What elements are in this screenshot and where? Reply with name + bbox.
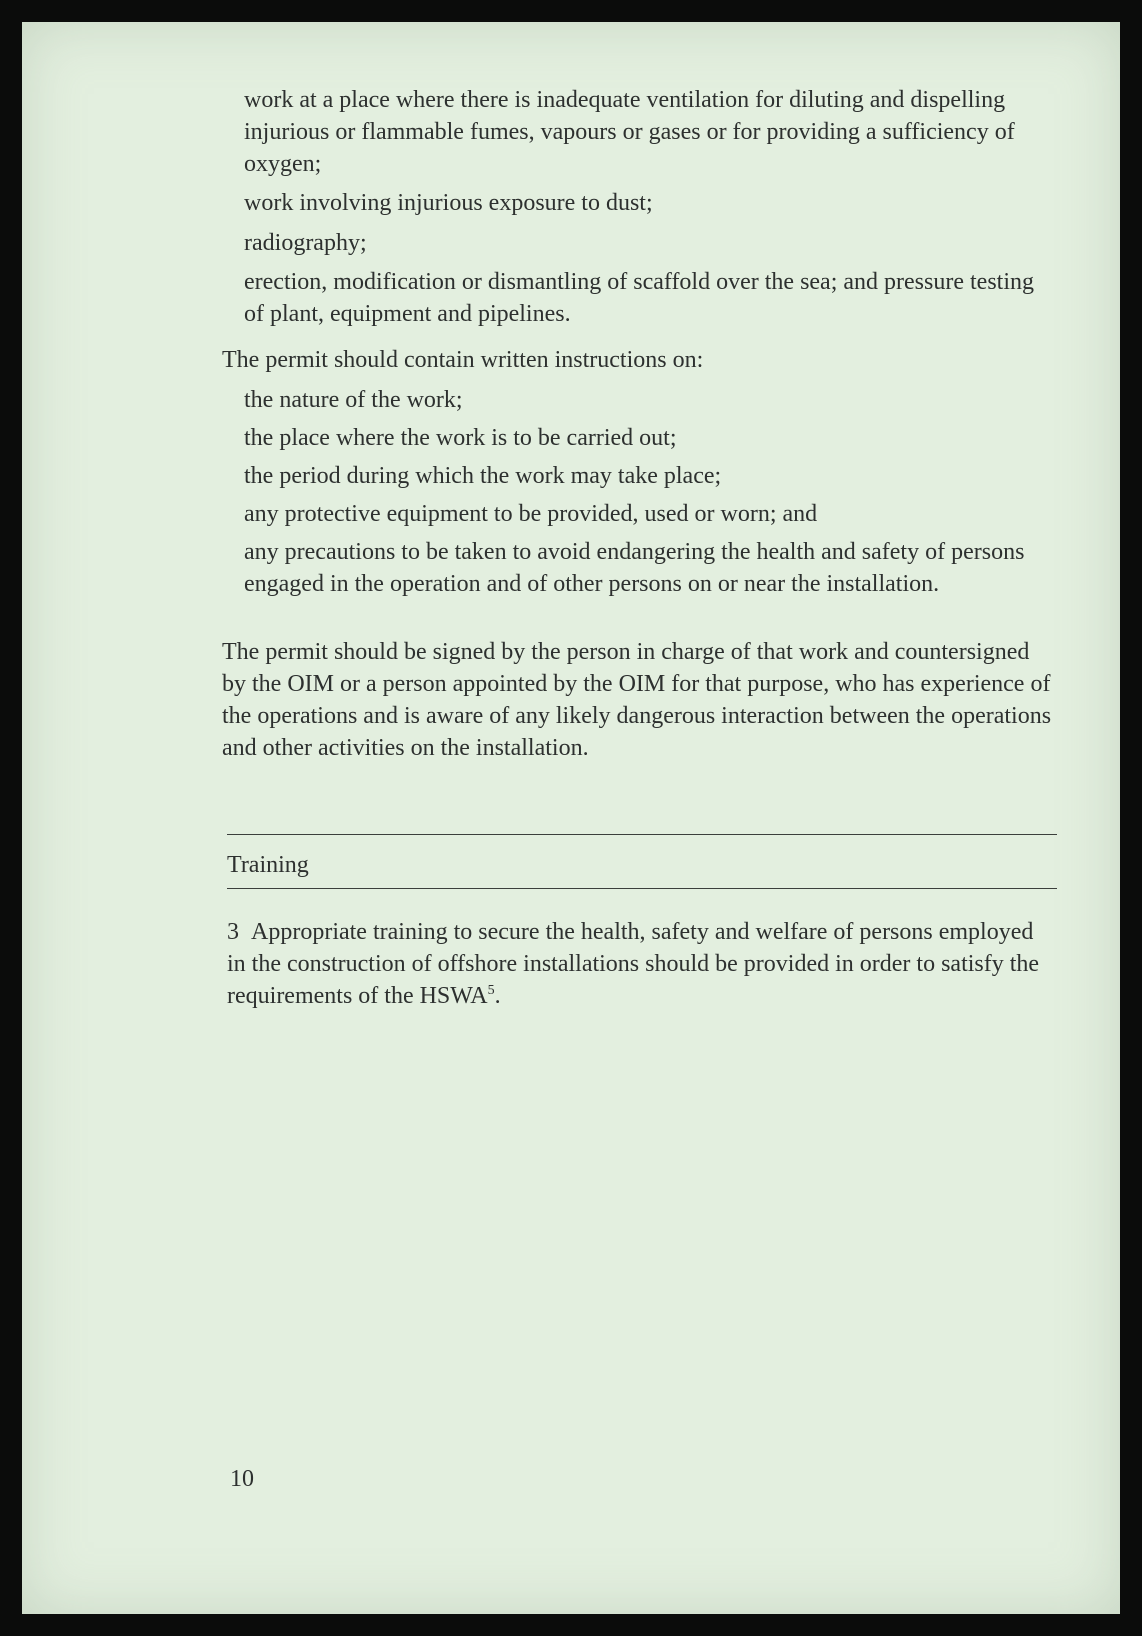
hazard-item-scaffold-pressure: erection, modification or dismantling of scaffold over the sea; and pressure testing of plant, equipment and pipelines.	[244, 269, 1034, 327]
paragraph-number: 3	[227, 919, 239, 945]
document-page	[22, 22, 1120, 1614]
hazard-item-dust: work involving injurious exposure to dust;	[244, 190, 653, 216]
hazard-item-radiography: radiography;	[244, 230, 367, 256]
section-bottom-rule	[227, 888, 1057, 889]
instruction-item-place: the place where the work is to be carried out;	[244, 425, 677, 451]
permit-intro: The permit should contain written instructions on:	[222, 347, 704, 373]
paragraph-end: .	[494, 983, 501, 1009]
hazard-item-ventilation: work at a place where there is inadequate ventilation for diluting and dispelling injurious or flammable fumes, vapours or gases or for providing a sufficiency of oxygen;	[244, 87, 1015, 177]
section-heading-training: Training	[227, 852, 309, 878]
footnote-reference: 5	[487, 983, 495, 998]
instruction-item-precautions: any precautions to be taken to avoid endangering the health and safety of persons engaged in the operation and of other persons on or near the installation.	[244, 539, 1025, 597]
permit-signing-paragraph: The permit should be signed by the person in charge of that work and countersigned by the OIM or a person appointed by the OIM for that purpose, who has experience of the operations and is aware of any likely dangerous interaction between the operations and other activities on the installation.	[222, 639, 1052, 761]
section-top-rule	[227, 834, 1057, 835]
instruction-item-nature: the nature of the work;	[244, 387, 463, 413]
training-paragraph-text: Appropriate training to secure the health, safety and welfare of persons employed in the construction of offshore installations should be provided in order to satisfy the requirements of the HSWA	[227, 919, 1040, 1009]
training-paragraph	[227, 916, 1057, 1012]
page-number: 10	[230, 1466, 254, 1492]
instruction-item-period: the period during which the work may take place;	[244, 463, 722, 489]
instruction-item-equipment: any protective equipment to be provided, used or worn; and	[244, 501, 818, 527]
